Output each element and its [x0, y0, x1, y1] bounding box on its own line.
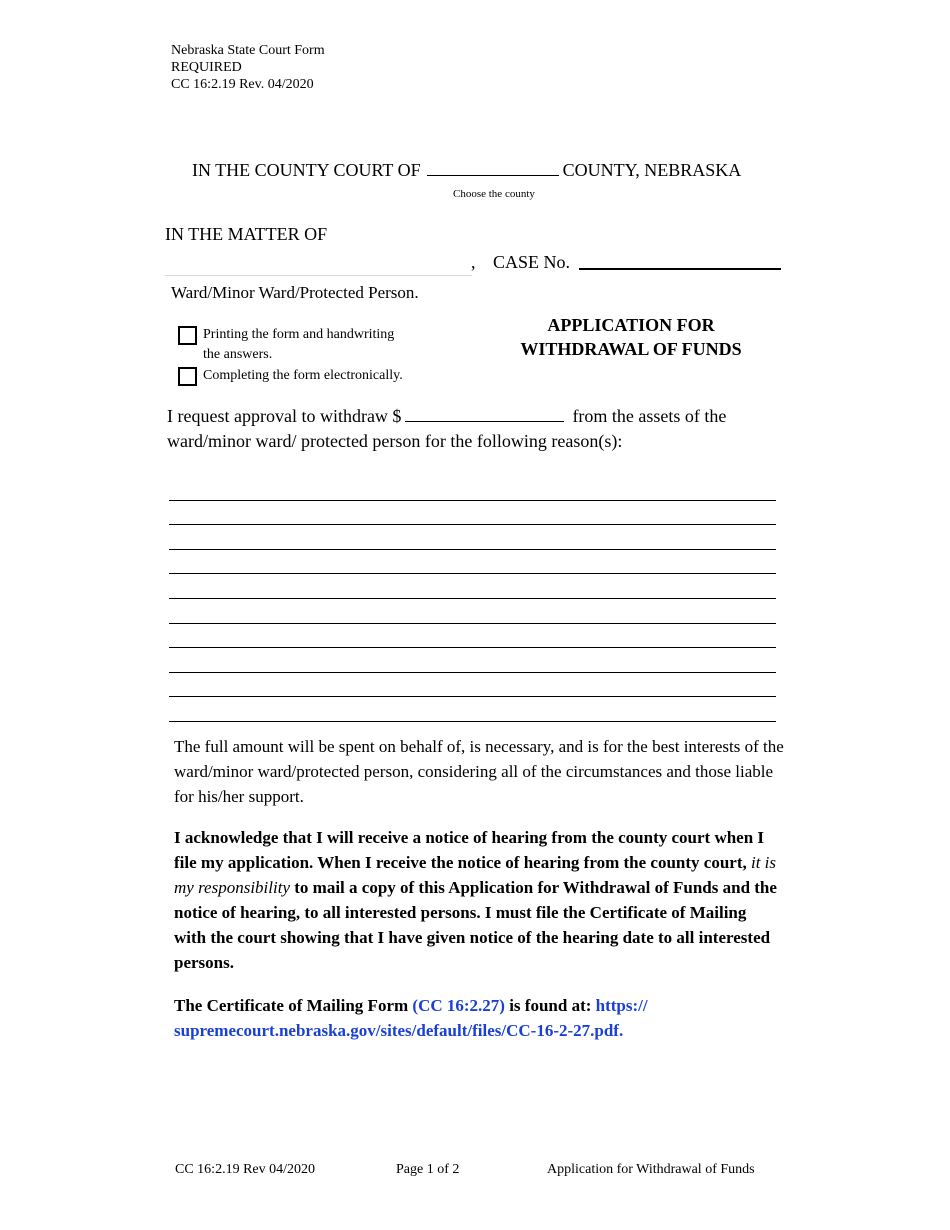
certificate-paragraph — [174, 993, 734, 1043]
reason-line[interactable] — [169, 574, 776, 599]
request-text-after: from the assets of the ward/minor ward/ protected person for the following reason(s): — [167, 406, 727, 451]
electronic-checkbox[interactable] — [178, 367, 197, 386]
ward-label: Ward/Minor Ward/Protected Person. — [171, 283, 419, 302]
footer-form-number: CC 16:2.19 Rev 04/2020 — [175, 1162, 316, 1177]
amount-field[interactable] — [405, 407, 564, 422]
certificate-url-link[interactable]: https:// supremecourt.nebraska.gov/sites/default/files/CC-16-2-27.pdf. — [174, 996, 648, 1040]
ward-name-field[interactable] — [165, 275, 472, 276]
matter-label: IN THE MATTER OF — [165, 224, 328, 244]
full-amount-paragraph: The full amount will be spent on behalf of, is necessary, and is for the best interests of the ward/minor ward/protected person, considering all of the circumstances and those liable for his/her support. — [174, 737, 784, 806]
reason-line[interactable] — [169, 624, 776, 649]
county-field[interactable] — [427, 161, 559, 176]
form-header-required: REQUIRED — [171, 60, 242, 75]
court-heading — [192, 160, 741, 181]
case-number-field[interactable] — [579, 268, 781, 270]
acknowledge-part-1: I acknowledge that I will receive a notice of hearing from the county court when I file my application. When I receive the notice of hearing from the county court, — [174, 828, 765, 872]
form-header-number: CC 16:2.19 Rev. 04/2020 — [171, 77, 314, 92]
acknowledge-paragraph — [174, 825, 778, 975]
matter-comma: , — [471, 252, 476, 272]
acknowledge-part-2: to mail a copy of this Application for Withdrawal of Funds and the notice of hearing, to all interested persons. I must file the Certificate of Mailing with the court showing that I have given notice of the hearing date to all interested persons. — [174, 878, 777, 972]
footer-page-number: Page 1 of 2 — [396, 1162, 460, 1177]
certificate-text-1: The Certificate of Mailing Form — [174, 996, 409, 1015]
court-prefix: IN THE COUNTY COURT OF — [192, 160, 421, 180]
reason-line[interactable] — [169, 525, 776, 550]
certificate-text-2: is found at: — [509, 996, 592, 1015]
reason-line[interactable] — [169, 697, 776, 722]
printing-option-label-1: Printing the form and handwriting — [203, 327, 395, 342]
reasons-area[interactable] — [169, 476, 776, 722]
printing-checkbox[interactable] — [178, 326, 197, 345]
case-number-label: CASE No. — [493, 252, 571, 272]
title-line-2: WITHDRAWAL OF FUNDS — [520, 339, 742, 359]
reason-line[interactable] — [169, 476, 776, 501]
certificate-form-link[interactable]: (CC 16:2.27) — [412, 996, 505, 1015]
request-statement — [167, 404, 767, 454]
acknowledge-italic: it is my responsibility — [174, 853, 777, 897]
form-header-name: Nebraska State Court Form — [171, 43, 325, 58]
request-text-before: I request approval to withdraw $ — [167, 406, 402, 426]
reason-line[interactable] — [169, 673, 776, 698]
reason-line[interactable] — [169, 550, 776, 575]
county-hint: Choose the county — [453, 188, 535, 200]
reason-line[interactable] — [169, 648, 776, 673]
reason-line[interactable] — [169, 501, 776, 526]
printing-option-label-2: the answers. — [203, 347, 273, 362]
electronic-option-label: Completing the form electronically. — [203, 368, 403, 383]
footer-title: Application for Withdrawal of Funds — [547, 1162, 755, 1177]
document-title — [490, 313, 772, 361]
reason-line[interactable] — [169, 599, 776, 624]
title-line-1: APPLICATION FOR — [547, 315, 715, 335]
court-suffix: COUNTY, NEBRASKA — [562, 160, 742, 180]
